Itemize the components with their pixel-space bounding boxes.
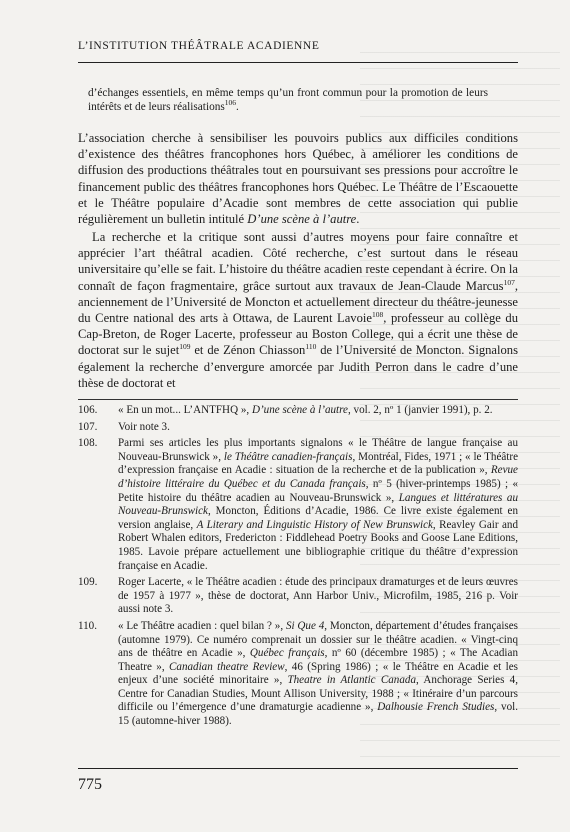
footnote-segment: , Moncton, Éditions d’Acadie, 1986. Ce livre existe également en version anglaise, xyxy=(118,505,518,531)
footnote-number: 107. xyxy=(78,420,98,433)
footnote-segment: « Le Théâtre acadien : quel bilan ? », xyxy=(118,619,286,632)
paragraph-end: . xyxy=(356,212,360,227)
footnote-title: D’une scène à l’autre xyxy=(251,404,348,416)
footnotes xyxy=(78,404,518,732)
footnote-segment: , nº 60 (décembre 1985) ; « The Acadian Theatre », xyxy=(118,647,518,673)
footnote-ref-108: 108 xyxy=(372,309,384,319)
footnote-107 xyxy=(78,421,518,435)
footnote-text xyxy=(118,576,518,617)
footnote-number: 106. xyxy=(78,404,98,416)
footnote-title: Dalhousie French Studies xyxy=(377,701,495,714)
running-head: L’INSTITUTION THÉÂTRALE ACADIENNE xyxy=(78,40,320,52)
footnote-segment: , 46 (Spring 1986) ; « le Théâtre en Acadie et les enjeux d’une société minoritaire », xyxy=(118,660,518,687)
quote-end: . xyxy=(236,101,239,113)
footnote-ref-110: 110 xyxy=(305,342,317,352)
footnote-number: 108. xyxy=(78,437,98,450)
footnote-segment: , Reavley Gair and Robert Whalen editors, Fredericton : Fiddlehead Poetry Books and Goose Lane Editions, 1985. Lavoie prépare actuellement une bibliographie critique du théâtre d’expression française en Acadie. xyxy=(118,518,519,572)
footnote-segment: , vol. 15 (automne-hiver 1988). xyxy=(118,701,519,728)
paragraph-text: La recherche et la critique sont aussi d’autres moyens pour faire connaître et apprécier l’art théâtral acadien. Côté recherche, c’est surtout dans le réseau universitaire qu’elle se fait. L’histoire du théâtre acadien reste cependant à écrire. On la connaît de façon fragmentaire, grâce surtout aux travaux de Jean-Claude Marcus xyxy=(78,230,518,293)
paragraph-text: , professeur au collège du Cap-Breton, de Roger Lacerte, professeur au Boston College, qui a écrit une thèse de doctorat sur le sujet xyxy=(78,311,518,358)
footnote-title: Si Que 4 xyxy=(285,619,325,632)
footnote-segment: , Moncton, département d’études françaises (automne 1979). Ce numéro comprenait un dossier sur le théâtre acadien. « Vingt-cinq ans de théâtre en Acadie », xyxy=(118,619,518,660)
footnote-segment: , vol. 2, nº 1 (janvier 1991), p. 2. xyxy=(347,404,493,416)
footnote-title: Revue d’histoire littéraire du Québec et du Canada français xyxy=(118,464,518,490)
footnote-title: A Literary and Linguistic History of New Brunswick xyxy=(196,518,433,531)
footer-rule xyxy=(78,768,518,769)
footnote-text xyxy=(118,404,518,418)
paragraph-association xyxy=(78,130,518,227)
footnote-segment: Roger Lacerte, « le Théâtre acadien : étude des principaux dramaturges et de leurs œuvres de 1957 à 1977 », thèse de doctorat, Ann Harbor Univ., Microfilm, 1985, 216 p. Voir aussi note 3. xyxy=(118,576,518,616)
footnote-title: le Théâtre canadien-français xyxy=(223,450,353,463)
footnote-ref-109: 109 xyxy=(179,342,191,352)
header-rule xyxy=(78,62,518,63)
bulletin-title: D’une scène à l’autre xyxy=(247,212,357,227)
footnote-title: Langues et littératures au Nouveau-Brunswick xyxy=(118,491,518,518)
paragraph-text: , anciennement de l’Université de Moncton et actuellement directeur du théâtre-jeunesse du Centre national des arts à Ottawa, de Laurent Lavoie xyxy=(78,278,518,326)
footnotes-rule xyxy=(78,399,518,400)
footnote-text xyxy=(118,620,518,729)
paragraph-text: et de Zénon Chiasson xyxy=(190,343,306,358)
block-quote xyxy=(88,86,488,114)
footnote-109 xyxy=(78,576,518,617)
footnote-text xyxy=(118,437,518,573)
footnote-number: 109. xyxy=(78,576,98,589)
footnote-segment: Parmi ses articles les plus importants signalons « le Théâtre de langue française au Nouveau-Brunswick », xyxy=(118,437,518,463)
footnote-ref-107: 107 xyxy=(503,277,515,287)
quote-text: d’échanges essentiels, en même temps qu’un front commun pour la promotion de leurs intérêts et de leurs réalisations xyxy=(88,87,488,113)
footnote-segment: Voir note 3. xyxy=(118,420,170,433)
page-number: 775 xyxy=(78,776,102,793)
footnote-title: Québec français xyxy=(249,647,325,660)
footnote-108 xyxy=(78,437,518,573)
footnote-ref-106: 106 xyxy=(224,98,237,108)
footnote-title: Canadian theatre Review xyxy=(169,660,285,673)
footnote-number: 110. xyxy=(78,619,98,632)
paragraph-recherche xyxy=(78,229,518,391)
footnote-segment: , nº 5 (hiver-printemps 1985) ; « Petite histoire du théâtre acadien au Nouveau-Brunswick », xyxy=(118,477,518,504)
footnote-title: Theatre in Atlantic Canada xyxy=(287,674,416,687)
footnote-segment: , Montréal, Fides, 1971 ; « le Théâtre d’expression française en Acadie : situation de la recherche et de la publication », xyxy=(118,450,519,477)
footnote-110 xyxy=(78,620,518,729)
footnote-106 xyxy=(78,404,518,418)
footnote-text xyxy=(118,421,518,435)
paragraph-text: de l’Université de Moncton. Signalons également la recherche d’envergure amorcée par Judith Perron dans le cadre d’une thèse de doctorat et xyxy=(78,343,518,390)
footnote-segment: « En un mot... L’ANTFHQ », xyxy=(118,404,252,416)
paragraph-text: L’association cherche à sensibiliser les pouvoirs publics aux difficiles conditions d’existence des théâtres francophones hors Québec, à améliorer les conditions de diffusion des productions théâtrales tout en poursuivant ses pressions pour accroître le financement public des théâtres francophones hors Québec. Le Théâtre de l’Escaouette et le Théâtre populaire d’Acadie sont membres de cette association qui publie régulièrement un bulletin intitulé xyxy=(78,131,518,227)
footnote-segment: , Anchorage Series 4, Centre for Canadian Studies, Mount Allison University, 1988 ; « Itinéraire d’un parcours difficile ou l’émergence d’une dramaturgie acadienne », xyxy=(118,674,518,714)
